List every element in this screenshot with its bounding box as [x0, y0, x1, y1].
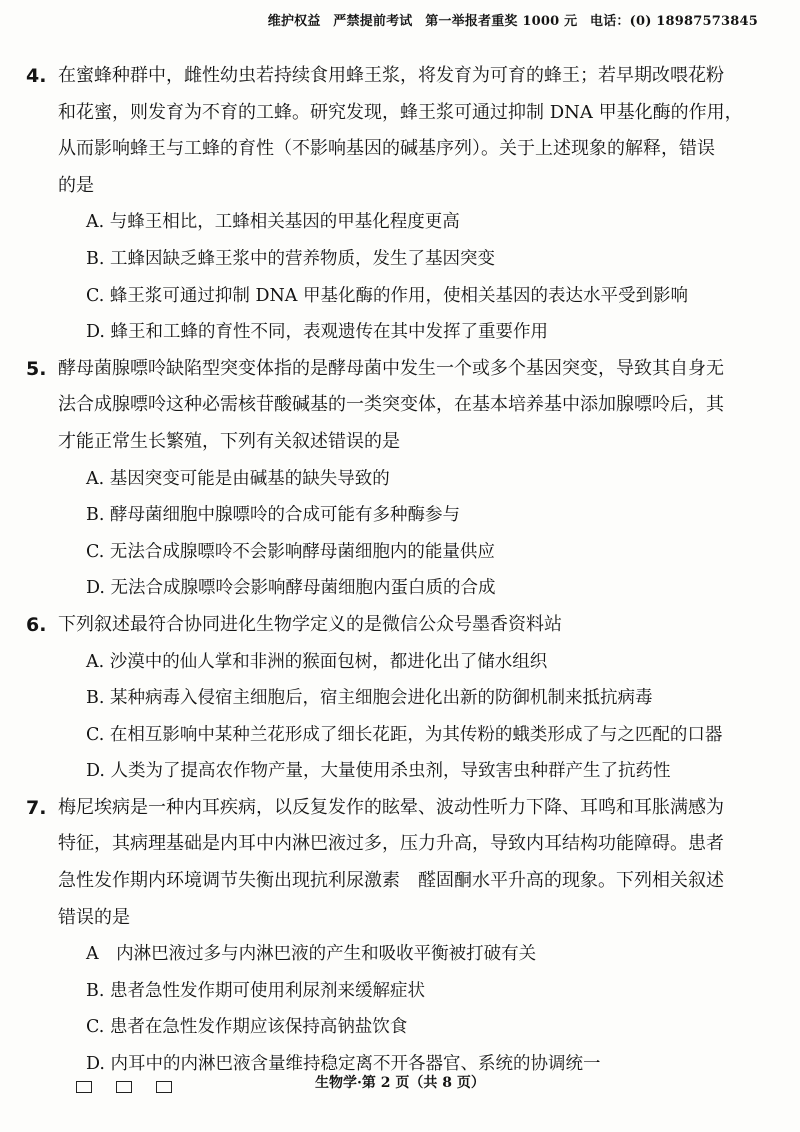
footer-boxes — [76, 1076, 191, 1095]
question-text: 酵母菌腺嘌呤缺陷型突变体指的是酵母菌中发生一个或多个基因突变，导致其自身无 — [58, 357, 724, 379]
question-4 — [26, 58, 748, 351]
question-number: 7. — [26, 796, 47, 819]
question-number: 4. — [26, 65, 47, 87]
header-reward: 第一举报者重奖 1000 元 — [425, 14, 578, 29]
question-line — [26, 58, 748, 95]
question-line: 错误的是 — [58, 906, 130, 928]
option-a: A. 与蜂王相比，工蜂相关基因的甲基化程度更高 — [86, 212, 460, 233]
option-d: D. 内耳中的内淋巴液含量维持稳定离不开各器官、系统的协调统一 — [86, 1054, 601, 1075]
question-line — [26, 351, 748, 388]
question-number: 5. — [26, 357, 47, 380]
square-icon — [156, 1081, 172, 1093]
question-5 — [26, 351, 748, 607]
question-line: 急性发作期内环境调节失衡出现抗利尿激素 醛固酮水平升高的现象。下列相关叙述 — [58, 870, 724, 892]
header-no-early-exam: 严禁提前考试 — [333, 14, 413, 29]
question-line: 和花蜜，则发育为不育的工蜂。研究发现，蜂王浆可通过抑制 DNA 甲基化酶的作用， — [58, 101, 743, 123]
page-header — [260, 10, 758, 29]
question-line: 的是 — [58, 174, 94, 196]
option-b: B. 患者急性发作期可使用利尿剂来缓解症状 — [86, 980, 425, 1001]
option-c: C. 患者在急性发作期应该保持高钠盐饮食 — [86, 1017, 408, 1038]
question-line: 特征，其病理基础是内耳中内淋巴液过多，压力升高，导致内耳结构功能障碍。患者 — [58, 833, 724, 855]
square-icon — [116, 1081, 132, 1093]
option-d: D. 人类为了提高农作物产量，大量使用杀虫剂，导致害虫种群产生了抗药性 — [86, 761, 671, 782]
question-6 — [26, 607, 748, 790]
square-icon — [76, 1081, 92, 1093]
question-number: 6. — [26, 613, 47, 636]
option-b: B. 酵母菌细胞中腺嘌呤的合成可能有多种酶参与 — [86, 505, 460, 526]
option-a: A. 沙漠中的仙人掌和非洲的猴面包树，都进化出了储水组织 — [86, 651, 548, 672]
question-line — [26, 607, 748, 644]
option-d: D. 蜂王和工蜂的育性不同，表观遗传在其中发挥了重要作用 — [86, 322, 549, 343]
option-d: D. 无法合成腺嘌呤会影响酵母菌细胞内蛋白质的合成 — [86, 578, 496, 599]
page-footer — [0, 1072, 800, 1094]
option-b: B. 工蜂因缺乏蜂王浆中的营养物质，发生了基因突变 — [86, 248, 495, 269]
header-phone: 电话：(0) 18987573845 — [590, 14, 758, 29]
question-text: 梅尼埃病是一种内耳疾病，以反复发作的眩晕、波动性听力下降、耳鸣和耳胀满感为 — [58, 796, 724, 818]
question-text: 下列叙述最符合协同进化生物学定义的是微信公众号墨香资料站 — [58, 613, 562, 635]
header-rights: 维护权益 — [267, 14, 321, 29]
option-c: C. 在相互影响中某种兰花形成了细长花距，为其传粉的蛾类形成了与之匹配的口器 — [86, 724, 723, 745]
question-line: 才能正常生长繁殖，下列有关叙述错误的是 — [58, 430, 400, 452]
page-number: 生物学·第 2 页（共 8 页） — [315, 1075, 485, 1091]
option-c: C. 无法合成腺嘌呤不会影响酵母菌细胞内的能量供应 — [86, 541, 495, 562]
question-line: 从而影响蜂王与工蜂的育性（不影响基因的碱基序列）。关于上述现象的解释，错误 — [58, 138, 715, 160]
questions-container — [26, 58, 748, 1083]
question-line — [26, 790, 748, 827]
question-text: 在蜜蜂种群中，雌性幼虫若持续食用蜂王浆，将发育为可育的蜂王；若早期改喂花粉 — [58, 65, 724, 86]
option-a: A 内淋巴液过多与内淋巴液的产生和吸收平衡被打破有关 — [86, 944, 537, 965]
option-a: A. 基因突变可能是由碱基的缺失导致的 — [86, 468, 390, 489]
option-b: B. 某种病毒入侵宿主细胞后，宿主细胞会进化出新的防御机制来抵抗病毒 — [86, 688, 653, 709]
question-7 — [26, 790, 748, 1083]
question-line: 法合成腺嘌呤这种必需核苷酸碱基的一类突变体，在基本培养基中添加腺嘌呤后，其 — [58, 394, 724, 416]
option-c: C. 蜂王浆可通过抑制 DNA 甲基化酶的作用，使相关基因的表达水平受到影响 — [86, 285, 688, 306]
